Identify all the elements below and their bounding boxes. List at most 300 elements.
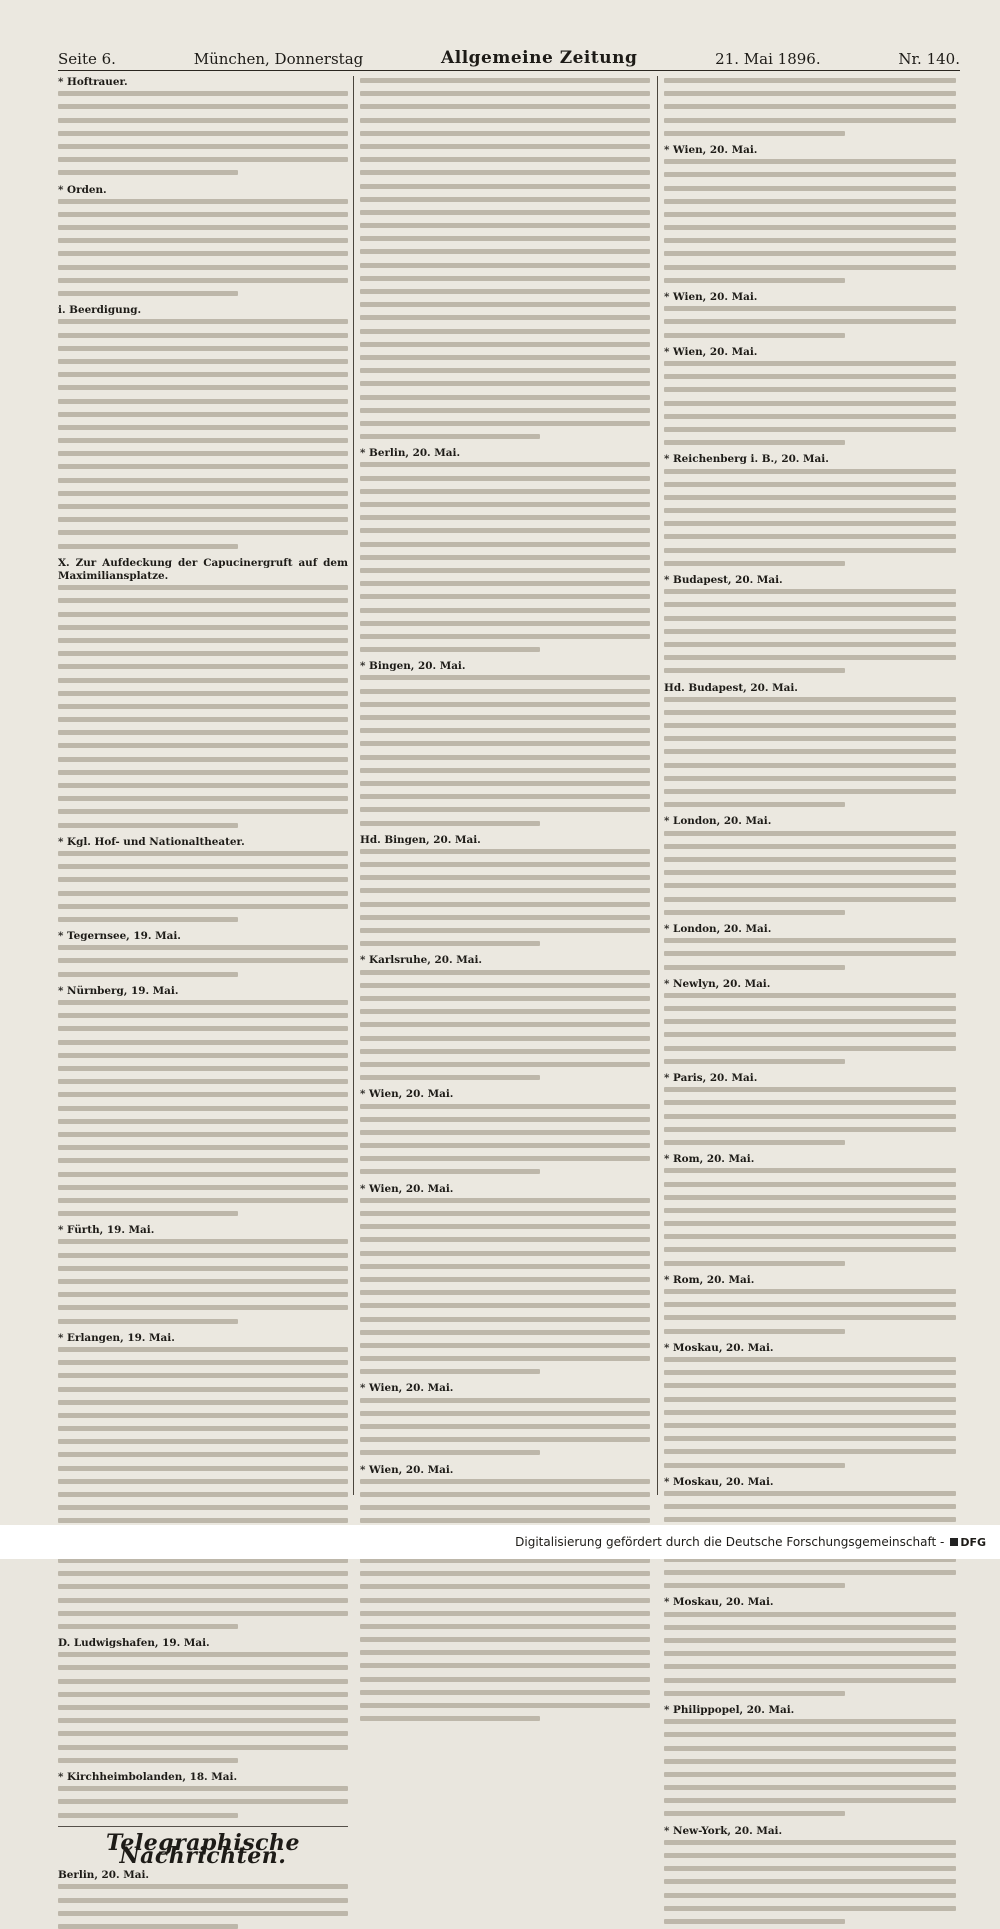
article-text-lines [360,849,650,946]
text-line [664,1195,956,1200]
text-line [664,401,956,406]
text-line [360,794,650,799]
section-rule [58,1826,348,1827]
digitization-footer [0,1525,1000,1559]
text-line [360,634,650,639]
text-line [58,144,348,149]
text-line [58,1924,238,1929]
text-line [360,78,650,83]
article-item [664,1342,956,1468]
text-line [664,1423,956,1428]
text-line [664,897,956,902]
text-line [664,844,956,849]
text-line [664,1732,956,1737]
text-line [664,883,956,888]
text-line [664,1100,956,1105]
issue-date: 21. Mai 1896. [715,50,821,68]
text-line [58,678,348,683]
article-lead: * London, 20. Mai. [664,922,772,935]
article-lead: * Moskau, 20. Mai. [664,1475,774,1488]
page-header [58,42,960,68]
text-line [360,144,650,149]
text-line [58,717,348,722]
article-text-lines [58,1652,348,1763]
text-line [664,440,845,445]
text-line [360,1505,650,1510]
text-line [360,1492,650,1497]
text-line [664,642,956,647]
text-line [360,1251,650,1256]
text-line [360,118,650,123]
text-line [58,1745,348,1750]
article-item [58,1224,348,1323]
text-line [664,1006,956,1011]
text-line [58,199,348,204]
text-line [360,1198,650,1203]
text-line [360,1062,650,1067]
article-item [664,923,956,970]
text-line [360,329,650,334]
newspaper-title: Allgemeine Zeitung [441,48,638,68]
text-line [58,346,348,351]
text-line [360,249,650,254]
text-line [664,91,956,96]
text-line [58,1665,348,1670]
text-line [58,464,348,469]
text-line [664,1383,956,1388]
text-line [664,319,956,324]
text-line [360,515,650,520]
text-line [58,1145,348,1150]
article-text-lines [58,1347,348,1629]
text-line [58,425,348,430]
text-line [58,1319,238,1324]
text-line [664,655,956,660]
text-line [360,849,650,854]
text-line [664,1397,956,1402]
article-text-lines [360,1104,650,1175]
text-line [360,1584,650,1589]
text-line [664,1879,956,1884]
text-line [58,651,348,656]
text-line [360,91,650,96]
text-line [664,1678,956,1683]
column-divider [657,76,658,1495]
text-line [58,1786,348,1791]
text-line [664,1811,845,1816]
text-line [360,197,650,202]
text-line [360,1518,650,1523]
text-line [58,451,348,456]
text-line [360,888,650,893]
text-line [664,1504,956,1509]
article-text-lines [58,319,348,548]
article-lead: * Nürnberg, 19. Mai. [58,984,179,997]
text-line [58,530,348,535]
article-lead: Berlin, 20. Mai. [58,1869,150,1882]
text-line [360,862,650,867]
text-line [664,495,956,500]
text-line [664,508,956,513]
text-line [360,104,650,109]
article-lead: * Erlangen, 19. Mai. [58,1331,175,1344]
text-line [360,315,650,320]
text-line [664,1840,956,1845]
article-text-lines [360,970,650,1081]
article-lead: * New-York, 20. Mai. [664,1824,783,1837]
text-line [360,434,540,439]
text-line [664,1182,956,1187]
text-line [58,1266,348,1271]
text-line [664,1168,956,1173]
text-line [360,342,650,347]
text-line [664,374,956,379]
article-text-lines [58,585,348,827]
article-lead: * Wien, 20. Mai. [664,143,758,156]
article-lead: * Wien, 20. Mai. [360,1182,454,1195]
article-text-lines [664,993,956,1064]
text-line [58,1758,238,1763]
article-item [664,1596,956,1695]
text-line [360,131,650,136]
text-line [664,1032,956,1037]
article-lead: Hd. Bingen, 20. Mai. [360,833,481,846]
text-line [664,561,845,566]
text-line [664,1691,845,1696]
text-line [58,1611,348,1616]
text-line [58,1347,348,1352]
text-line [360,902,650,907]
text-line [360,395,650,400]
text-line [58,1505,348,1510]
text-line [360,289,650,294]
text-line [58,1013,348,1018]
text-line [360,1330,650,1335]
article-item [360,1464,650,1722]
text-line [58,704,348,709]
text-line [664,1410,956,1415]
article-item [360,1183,650,1375]
text-line [360,915,650,920]
article-lead: * Karlsruhe, 20. Mai. [360,954,483,967]
text-line [360,1117,650,1122]
text-line [58,1106,348,1111]
article-lead: * Orden. [58,183,107,196]
article-item [664,978,956,1064]
text-line [360,689,650,694]
article-item [360,447,650,652]
text-line [360,1424,650,1429]
text-line [360,568,650,573]
text-line [58,972,238,977]
article-item [58,76,348,175]
text-line [664,333,845,338]
text-line [58,691,348,696]
text-line [58,917,238,922]
article-lead: Hd. Budapest, 20. Mai. [664,681,798,694]
article-lead: * Reichenberg i. B., 20. Mai. [664,453,829,466]
page-number: Seite 6. [58,50,116,68]
text-line [360,1437,650,1442]
text-line [664,1638,956,1643]
text-line [664,414,956,419]
text-line [360,489,650,494]
article-text-lines [360,1198,650,1374]
text-line [664,1140,845,1145]
article-lead: * Bingen, 20. Mai. [360,660,466,673]
article-item [360,660,650,825]
text-line [360,728,650,733]
article-text-lines [664,159,956,283]
text-line [58,251,348,256]
text-line [58,1898,348,1903]
text-line [360,1343,650,1348]
text-line [664,802,845,807]
article-text-lines [360,1479,650,1721]
text-line [58,157,348,162]
text-line [360,821,540,826]
text-line [664,521,956,526]
text-line [360,263,650,268]
text-line [664,1449,956,1454]
text-line [58,333,348,338]
article-item [664,453,956,566]
text-line [58,1292,348,1297]
text-line [664,534,956,539]
text-line [58,1185,348,1190]
article-text-lines [664,697,956,808]
text-line [664,1612,956,1617]
text-line [664,278,845,283]
article-text-lines [58,851,348,922]
text-line [58,504,348,509]
article-text-lines [664,1168,956,1265]
text-line [664,427,956,432]
text-line [360,1277,650,1282]
article-text-lines [360,78,650,439]
text-line [360,1211,650,1216]
text-line [664,1289,956,1294]
text-line [360,741,650,746]
text-line [664,238,956,243]
text-line [58,1692,348,1697]
text-line [58,1026,348,1031]
article-item [664,78,956,136]
text-line [58,238,348,243]
text-line [58,730,348,735]
text-line [664,1906,956,1911]
text-line [58,1492,348,1497]
text-line [58,438,348,443]
text-line [58,1198,348,1203]
article-text-lines [664,361,956,445]
text-line [360,542,650,547]
article-lead: * Newlyn, 20. Mai. [664,977,771,990]
text-line [58,585,348,590]
text-line [664,910,845,915]
text-line [664,172,956,177]
text-line [58,1466,348,1471]
text-line [664,1221,956,1226]
text-line [58,478,348,483]
article-lead: * Wien, 20. Mai. [360,1463,454,1476]
text-line [360,368,650,373]
text-line [664,225,956,230]
text-line [664,265,956,270]
section-heading: Telegraphische Nachrichten. [106,1829,300,1869]
text-line [360,621,650,626]
article-item [664,291,956,338]
text-line [360,1022,650,1027]
article-item [58,836,348,922]
text-line [360,983,650,988]
text-line [664,589,956,594]
text-line [664,1651,956,1656]
text-line [360,768,650,773]
text-line [58,1172,348,1177]
text-line [360,1571,650,1576]
text-line [664,749,956,754]
text-line [664,857,956,862]
dfg-logo-text: DFG [960,1535,986,1549]
text-line [58,265,348,270]
text-line [58,91,348,96]
text-line [58,1040,348,1045]
text-line [58,625,348,630]
text-line [664,697,956,702]
text-line [664,1329,845,1334]
text-line [664,1019,956,1024]
text-line [664,1625,956,1630]
text-line [664,1059,845,1064]
text-line [58,1211,238,1216]
text-line [58,823,238,828]
text-line [58,385,348,390]
text-line [360,223,650,228]
text-line [58,809,348,814]
article-lead: * Moskau, 20. Mai. [664,1341,774,1354]
text-line [58,491,348,496]
text-line [58,544,238,549]
article-lead: * Hoftrauer. [58,76,128,88]
text-line [360,157,650,162]
text-line [58,1092,348,1097]
text-line [360,1237,650,1242]
text-line [664,78,956,83]
text-line [360,1369,540,1374]
header-rule [58,70,960,71]
text-line [360,1677,650,1682]
text-line [360,675,650,680]
article-item [664,144,956,283]
text-line [58,1584,348,1589]
text-line [664,131,845,136]
text-line [664,736,956,741]
text-line [58,1652,348,1657]
text-line [58,131,348,136]
text-line [58,743,348,748]
text-line [664,199,956,204]
text-line [58,1132,348,1137]
text-line [360,170,650,175]
text-line [360,715,650,720]
article-text-lines [58,1239,348,1323]
text-line [664,306,956,311]
text-line [58,1598,348,1603]
text-line [360,302,650,307]
text-line [664,1114,956,1119]
article-item [360,1088,650,1174]
text-line [58,783,348,788]
article-item [58,557,348,828]
article-item [664,346,956,445]
text-line [360,1398,650,1403]
article-item [58,1637,348,1763]
text-line [58,170,238,175]
article-lead: X. Zur Aufdeckung der Capucinergruft auf dem Maximiliansplatze. [58,556,348,582]
article-text-lines [58,91,348,175]
text-line [664,1919,845,1924]
text-line [664,1570,956,1575]
text-line [58,1387,348,1392]
text-line [360,462,650,467]
text-line [664,1785,956,1790]
text-line [664,212,956,217]
text-line [664,776,956,781]
text-line [58,291,238,296]
text-line [58,1731,348,1736]
text-line [360,184,650,189]
text-line [58,104,348,109]
text-line [664,118,956,123]
text-line [360,408,650,413]
article-text-lines [360,462,650,652]
text-line [664,993,956,998]
text-line [58,1253,348,1258]
article-item [664,1825,956,1924]
article-item [664,815,956,914]
text-line [360,502,650,507]
article-item [664,1274,956,1334]
article-text-lines [360,1398,650,1456]
article-item [664,682,956,808]
text-line [360,1356,650,1361]
text-line [58,1718,348,1723]
article-item [58,1869,348,1929]
text-line [664,1247,956,1252]
text-line [360,1411,650,1416]
text-line [664,1866,956,1871]
text-line [58,1624,238,1629]
text-line [360,941,540,946]
text-line [664,1234,956,1239]
article-text-lines [664,1289,956,1334]
article-text-lines [664,589,956,673]
text-line [58,1360,348,1365]
text-line [360,928,650,933]
text-line [664,1517,956,1522]
article-item [664,574,956,673]
text-line [58,1571,348,1576]
text-line [360,276,650,281]
text-line [58,319,348,324]
text-line [664,482,956,487]
article-item [664,1072,956,1145]
text-line [664,1302,956,1307]
article-lead: * Tegernsee, 19. Mai. [58,930,181,943]
text-line [664,251,956,256]
text-line [360,1130,650,1135]
